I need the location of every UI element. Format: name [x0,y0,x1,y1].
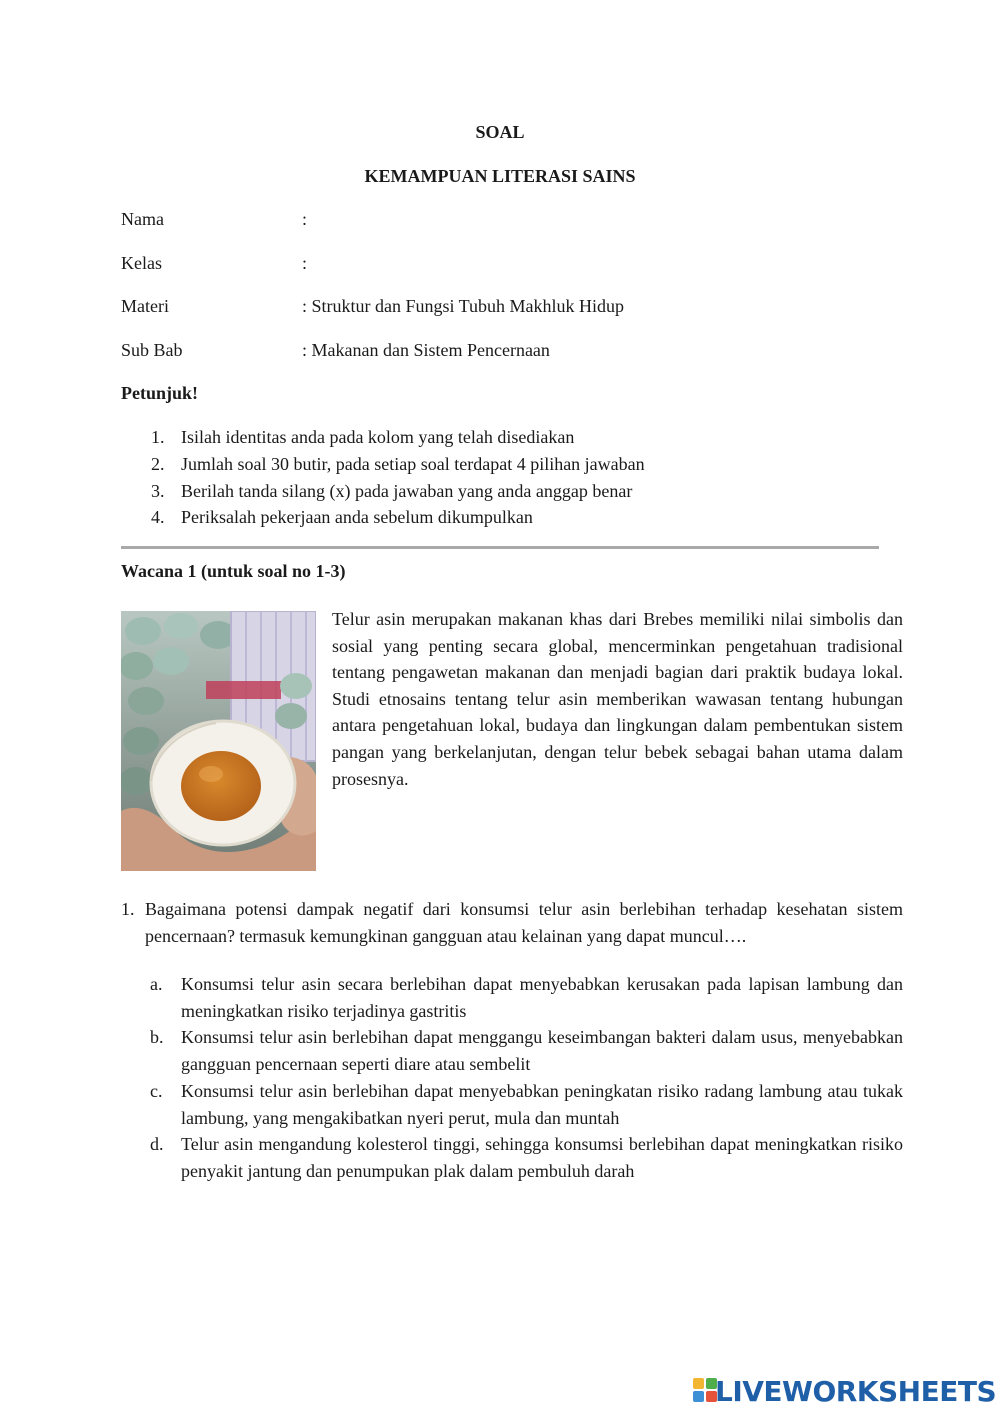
page-title: SOAL [475,122,525,142]
identity-value: : [302,209,308,229]
option-text: Konsumsi telur asin secara berlebihan dapat menyebabkan kerusakan pada lapisan lambung dan meningkatkan risiko terjadinya gastritis [181,974,903,1021]
list-item-number: 1. [151,427,165,447]
list-item-number: 2. [151,454,165,474]
question-number: 1. [121,899,135,919]
list-item-text: Berilah tanda silang (x) pada jawaban yang anda anggap benar [181,481,633,501]
identity-value: : Makanan dan Sistem Pencernaan [302,340,550,360]
option-letter: b. [150,1027,164,1047]
page-subtitle: KEMAMPUAN LITERASI SAINS [364,166,636,186]
list-item-number: 4. [151,507,165,527]
identity-value: : [302,253,308,273]
salted-egg-photo [121,611,316,871]
list-item-text: Isilah identitas anda pada kolom yang telah disediakan [181,427,575,447]
list-item-text: Jumlah soal 30 butir, pada setiap soal terdapat 4 pilihan jawaban [181,454,645,474]
wacana-passage: Telur asin merupakan makanan khas dari Brebes memiliki nilai simbolis dan sosial yang penting secara global, mencerminkan pengetahuan tradisional tentang pengawetan makanan dan menjadi bagian dari praktik budaya lokal. Studi etnosains tentang telur asin memberikan wawasan tentang hubungan antara pengetahuan lokal, budaya dan lingkungan dalam pembentukan sistem pangan yang berkelanjutan, dengan telur bebek sebagai bahan utama dalam prosesnya. [332,609,903,789]
identity-value: : Struktur dan Fungsi Tubuh Makhluk Hidup [302,296,625,316]
wacana-heading: Wacana 1 (untuk soal no 1-3) [121,561,346,581]
option-letter: c. [150,1081,163,1101]
list-item-number: 3. [151,481,165,501]
option-text: Telur asin mengandung kolesterol tinggi, sehingga konsumsi berlebihan dapat meningkatkan risiko penyakit jantung dan penumpukan plak dalam pembuluh darah [181,1134,903,1181]
brand-wordmark: LIVEWORKSHEETS [715,1375,997,1408]
option-text: Konsumsi telur asin berlebihan dapat menggangu keseimbangan bakteri dalam usus, menyebabkan gangguan pencernaan seperti diare atau sembelit [181,1027,903,1074]
liveworksheets-logo-icon [693,1378,717,1402]
identity-label: Nama [121,209,164,229]
option-letter: a. [150,974,163,994]
option-letter: d. [150,1134,164,1154]
liveworksheets-brand [693,1375,997,1409]
identity-label: Sub Bab [121,340,183,360]
identity-label: Materi [121,296,169,316]
option-text: Konsumsi telur asin berlebihan dapat menyebabkan peningkatan risiko radang lambung atau tukak lambung, yang mengakibatkan nyeri perut, mula dan muntah [181,1081,903,1128]
section-divider [121,546,879,549]
instructions-heading: Petunjuk! [121,383,199,403]
salted-egg-illustration [121,611,316,871]
list-item-text: Periksalah pekerjaan anda sebelum dikumpulkan [181,507,533,527]
question-text: Bagaimana potensi dampak negatif dari konsumsi telur asin berlebihan terhadap kesehatan sistem pencernaan? termasuk kemungkinan gangguan atau kelainan yang dapat muncul…. [145,899,903,946]
identity-label: Kelas [121,253,162,273]
